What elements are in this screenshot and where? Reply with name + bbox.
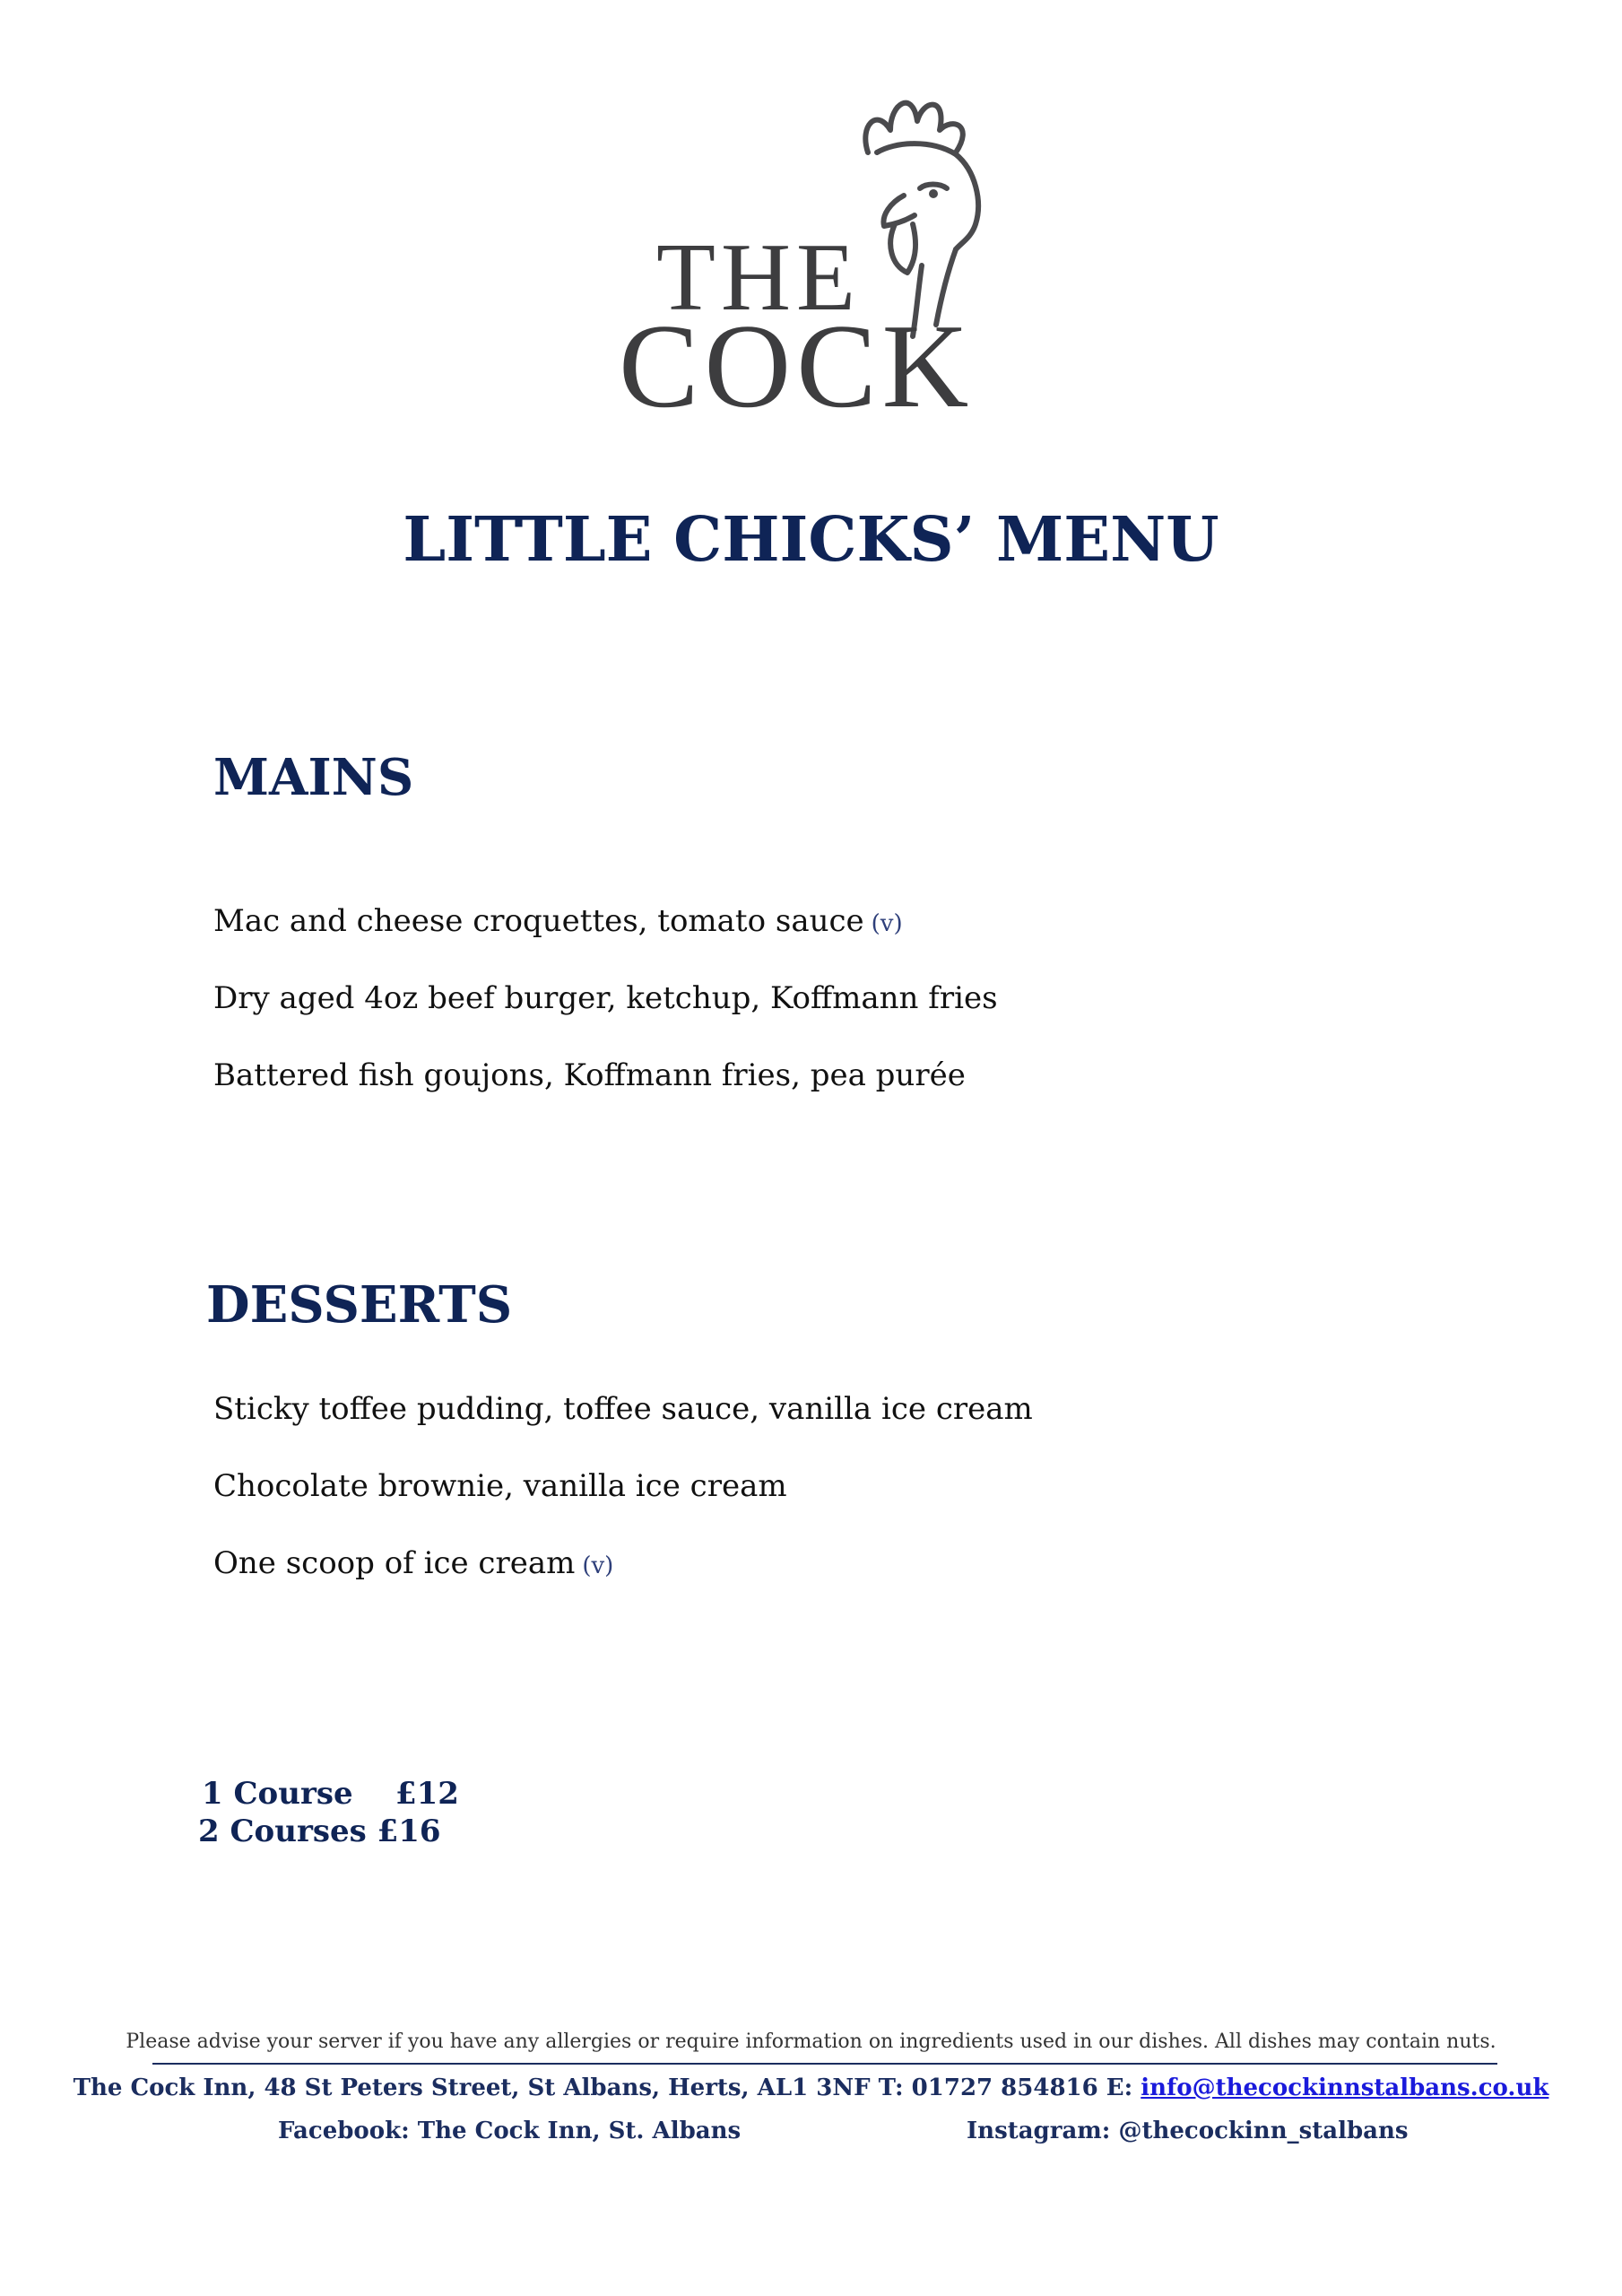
page-title: LITTLE CHICKS’ MENU (403, 504, 1219, 576)
menu-item (213, 1387, 1033, 1431)
menu-item-text: Dry aged 4oz beef burger, ketchup, Koffmann fries (213, 980, 998, 1016)
price-one-course: 1 Course £12 (202, 1776, 459, 1812)
menu-item (213, 1541, 613, 1588)
mains-heading: MAINS (213, 748, 414, 807)
menu-item-text: Mac and cheese croquettes, tomato sauce (213, 903, 864, 939)
facebook-handle: Facebook: The Cock Inn, St. Albans (278, 2118, 742, 2144)
menu-item (213, 1464, 787, 1509)
desserts-heading: DESSERTS (206, 1275, 513, 1335)
menu-item (213, 899, 903, 946)
logo-text-cock: COCK (619, 300, 975, 432)
menu-item-text: One scoop of ice cream (213, 1545, 576, 1581)
footer-divider (152, 2063, 1497, 2065)
address-text: The Cock Inn, 48 St Peters Street, St Albans, Herts, AL1 3NF T: 01727 854816 E: (73, 2074, 1133, 2101)
vegetarian-tag: (v) (871, 910, 903, 937)
menu-item (213, 976, 998, 1021)
logo-text-the: THE (656, 224, 861, 331)
menu-item-text: Sticky toffee pudding, toffee sauce, vanilla ice cream (213, 1391, 1033, 1427)
vegetarian-tag: (v) (582, 1552, 614, 1579)
menu-item (213, 1053, 966, 1098)
menu-item-text: Battered fish goujons, Koffmann fries, pea purée (213, 1057, 966, 1093)
address-line (0, 2072, 1622, 2104)
email-link[interactable]: info@thecockinnstalbans.co.uk (1141, 2074, 1549, 2101)
allergy-note: Please advise your server if you have any allergies or require information on ingredients used in our dishes. All dishes may contain nuts. (126, 2031, 1496, 2053)
instagram-handle: Instagram: @thecockinn_stalbans (967, 2118, 1409, 2144)
price-two-courses: 2 Courses £16 (198, 1813, 441, 1849)
menu-item-text: Chocolate brownie, vanilla ice cream (213, 1468, 787, 1504)
the-cock-logo (619, 90, 1004, 432)
